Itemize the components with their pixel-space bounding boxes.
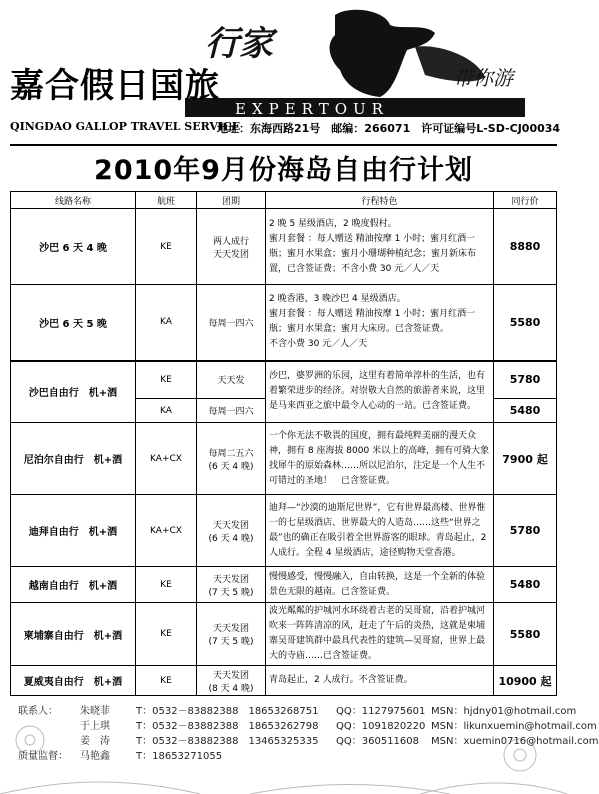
contact-row (18, 734, 599, 749)
contact-name: 姜 涛 (80, 736, 110, 747)
table-row (11, 209, 557, 285)
price: 5780 (494, 495, 557, 567)
contact-tel: T：0532－83882388 13465325335 (136, 736, 319, 747)
tour-table (10, 191, 557, 696)
flight-code: KE (136, 209, 197, 285)
tour-features: 2 晚 5 星级酒店，2 晚度假村。 蜜月套餐 ：每人赠送 精油按摩 1 小时；蜜月红酒一瓶；蜜月水果盒；蜜月小珊瑚种植纪念；蜜月新床布置，已含签证费；不含小费 30 元／人／天 (266, 209, 494, 285)
header-price: 同行价 (494, 192, 557, 209)
route-name: 柬埔寨自由行 机+酒 (11, 603, 136, 666)
route-name: 沙巴 6 天 4 晚 (11, 209, 136, 285)
contact-msn (431, 749, 591, 764)
brand-name-en: QINGDAO GALLOP TRAVEL SERVICE (10, 120, 241, 133)
logo-cn: 行家 (205, 24, 273, 64)
brand-name: 嘉合假日国旅 (10, 66, 220, 106)
table-header-row (11, 192, 557, 209)
logo-en: EXPERTOUR (235, 100, 389, 118)
contact-row (18, 704, 591, 719)
header-flight: 航班 (136, 192, 197, 209)
logo-slogan: 带你游 (453, 66, 513, 90)
route-name: 迪拜自由行 机+酒 (11, 495, 136, 567)
price: 8880 (494, 209, 557, 285)
table-row (11, 567, 557, 603)
schedule: 两人成行 天天发团 (197, 209, 266, 285)
contact-msn: MSN：xuemin0716@hotmail.com (431, 736, 599, 747)
price: 5780 (494, 361, 557, 399)
schedule: 天天发团 (6 天 4 晚) (197, 495, 266, 567)
page-title: 2010年9月份海岛自由行计划 (94, 155, 473, 186)
route-name: 尼泊尔自由行 机+酒 (11, 423, 136, 495)
tour-features: 波光粼粼的护城河水环绕着古老的吴哥窟，沿着护城河吹来一阵阵清凉的风，赶走了午后的炎热，这就是柬埔寨吴哥建筑群中最具代表性的建筑—吴哥窟，世界上最大的寺庙……已含签证费。 (266, 603, 494, 666)
contact-role (18, 719, 80, 734)
schedule: 天天发团 (7 天 5 晚) (197, 603, 266, 666)
schedule: 天天发 (197, 361, 266, 399)
contact-role: 联系人： (18, 706, 58, 717)
price: 7900 起 (494, 423, 557, 495)
contact-msn: MSN：likunxuemin@hotmail.com (431, 721, 597, 732)
price: 10900 起 (494, 666, 557, 696)
contact-qq: QQ：1091820220 (336, 721, 426, 732)
contact-list (18, 704, 599, 764)
contact-msn: MSN：hjdny01@hotmail.com (431, 706, 577, 717)
flight-code: KE (136, 361, 197, 399)
contact-tel: T：0532－83882388 18653268751 (136, 706, 319, 717)
schedule: 每周一四六 (197, 285, 266, 361)
route-name: 沙巴自由行 机+酒 (11, 361, 136, 423)
schedule: 每周一四六 (197, 399, 266, 423)
header-features: 行程特色 (266, 192, 494, 209)
table-row (11, 423, 557, 495)
header (0, 0, 567, 150)
flight-code: KE (136, 666, 197, 696)
contact-qq: QQ：1127975601 (336, 706, 426, 717)
flight-code: KA (136, 399, 197, 423)
table-row (11, 285, 557, 361)
header-route: 线路名称 (11, 192, 136, 209)
contact-qq (336, 749, 431, 764)
flight-code: KA+CX (136, 423, 197, 495)
contact-role (18, 734, 80, 749)
flight-code: KA+CX (136, 495, 197, 567)
tour-features: 慢慢感受，慢慢融入，自由转换，这是一个全新的体验景色无限的越南。已含签证费。 (266, 567, 494, 603)
table-row (11, 495, 557, 567)
contact-role: 质量监督： (18, 751, 68, 762)
route-name: 越南自由行 机+酒 (11, 567, 136, 603)
divider (10, 144, 557, 146)
address: 地址：东海西路21号 邮编：266071 许可证编号L-SD-CJ00034 (217, 122, 561, 135)
contact-tel: T：18653271055 (136, 751, 223, 762)
contact-name: 朱晓菲 (80, 706, 110, 717)
table-row (11, 361, 557, 399)
tour-features: 迪拜—“沙漠的迪斯尼世界”，它有世界最高楼、世界惟一的七星级酒店、世界最大的人造岛……这些“世界之最”也的确正在吸引着全世界游客的眼球。青岛起止，2 人成行。全程 4 星级酒店，途径购物天堂香港。 (266, 495, 494, 567)
tour-features: 青岛起止，2 人成行。不含签证费。 (266, 666, 494, 696)
contact-row (18, 719, 597, 734)
table-row (11, 666, 557, 696)
header-schedule: 团期 (197, 192, 266, 209)
contact-name: 于上琪 (80, 721, 110, 732)
flight-code: KE (136, 603, 197, 666)
route-name: 沙巴 6 天 5 晚 (11, 285, 136, 361)
table-row (11, 603, 557, 666)
schedule: 天天发团 (8 天 4 晚) (197, 666, 266, 696)
schedule: 天天发团 (7 天 5 晚) (197, 567, 266, 603)
price: 5580 (494, 285, 557, 361)
contact-qq: QQ：360511608 (336, 736, 420, 747)
tour-features: 2 晚香港，3 晚沙巴 4 星级酒店。 蜜月套餐 ：每人赠送 精油按摩 1 小时；蜜月红酒一瓶；蜜月水果盒；蜜月大床房。已含签证费。 不含小费 30 元／人／天 (266, 285, 494, 361)
expertour-logo (185, 5, 560, 117)
contact-name: 马艳鑫 (80, 751, 110, 762)
contact-tel: T：0532－83882388 18653262798 (136, 721, 319, 732)
flight-code: KE (136, 567, 197, 603)
tour-features: 一个你无法不敬畏的国度，拥有最纯粹美丽的漫天众神，拥有 8 座海拔 8000 米以上的高峰，拥有可骑大象找犀牛的原始森林……所以尼泊尔，注定是一个人生不可错过的圣地！ 已含签证费。 (266, 423, 494, 495)
contact-row (18, 749, 591, 764)
flight-code: KA (136, 285, 197, 361)
price: 5480 (494, 399, 557, 423)
route-name: 夏威夷自由行 机+酒 (11, 666, 136, 696)
tour-features: 沙巴，婆罗洲的乐园，这里有着简单淳朴的生活，也有着繁荣进步的经济。对崇敬大自然的旅游者来说，这里是马来西亚之旅中最令人心动的一站。已含签证费。 (266, 361, 494, 423)
price: 5480 (494, 567, 557, 603)
schedule: 每周二五六 (6 天 4 晚) (197, 423, 266, 495)
price: 5580 (494, 603, 557, 666)
